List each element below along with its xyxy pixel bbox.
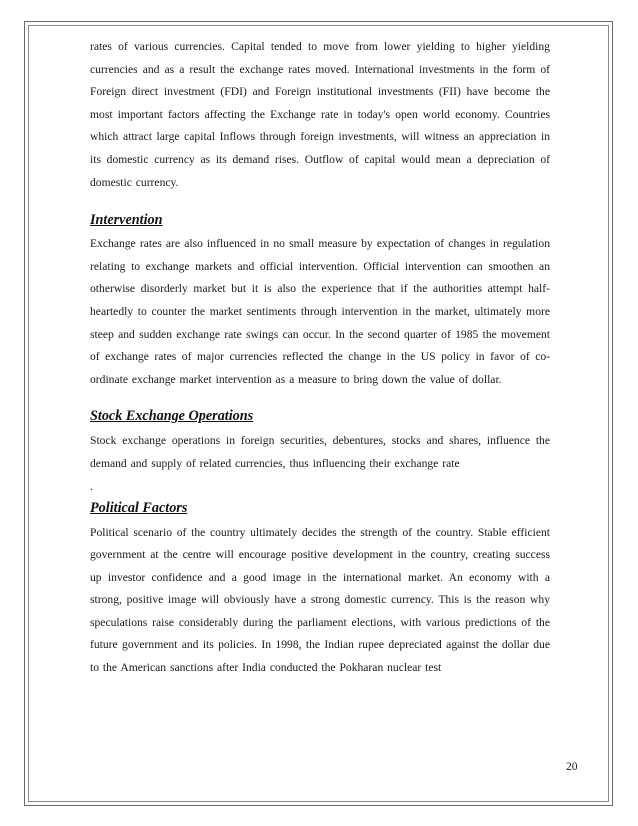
heading-political-factors: Political Factors — [90, 499, 188, 516]
paragraph-political-factors: Political scenario of the country ultimately decides the strength of the country. Stable efficient government at the centre will encourage positive development in the country, creating success up investor confidence and a good image in the international market. An economy with a strong, positive image will obviously have a strong domestic currency. This is the reason why speculations raise considerably during the parliament elections, with various predictions of the future government and its policies. In 1998, the Indian rupee depreciated against the dollar due to the American sanctions after India conducted the Pokharan nuclear test — [90, 525, 550, 675]
stray-period: . — [90, 479, 93, 493]
page-content — [90, 36, 550, 680]
paragraph-capital-flows: rates of various currencies. Capital tended to move from lower yielding to higher yielding currencies and as a result the exchange rates moved. International investments in the form of Foreign direct investment (FDI) and Foreign institutional investments (FII) have become the most important factors affecting the Exchange rate in today's open world economy. Countries which attract large capital Inflows through foreign investments, will witness an appreciation in its domestic currency as its demand rises. Outflow of capital would mean a depreciation of domestic currency. — [90, 40, 550, 189]
page-number: 20 — [566, 760, 578, 773]
paragraph-stock-exchange: Stock exchange operations in foreign securities, debentures, stocks and shares, influence the demand and supply of related currencies, thus influencing their exchange rate — [90, 434, 550, 470]
heading-intervention: Intervention — [90, 212, 163, 229]
heading-stock-exchange-operations: Stock Exchange Operations — [90, 408, 254, 425]
paragraph-intervention: Exchange rates are also influenced in no small measure by expectation of changes in regulation relating to exchange markets and official intervention. Official intervention can smoothen an otherwise disorderly market but it is also the experience that if the authorities attempt half-heartedly to counter the market sentiments through intervention in the market, ultimately more steep and sudden exchange rate swings can occur. In the second quarter of 1985 the movement of exchange rates of major currencies reflected the change in the US policy in favor of co-ordinate exchange market intervention as a measure to bring down the value of dollar. — [90, 237, 550, 386]
